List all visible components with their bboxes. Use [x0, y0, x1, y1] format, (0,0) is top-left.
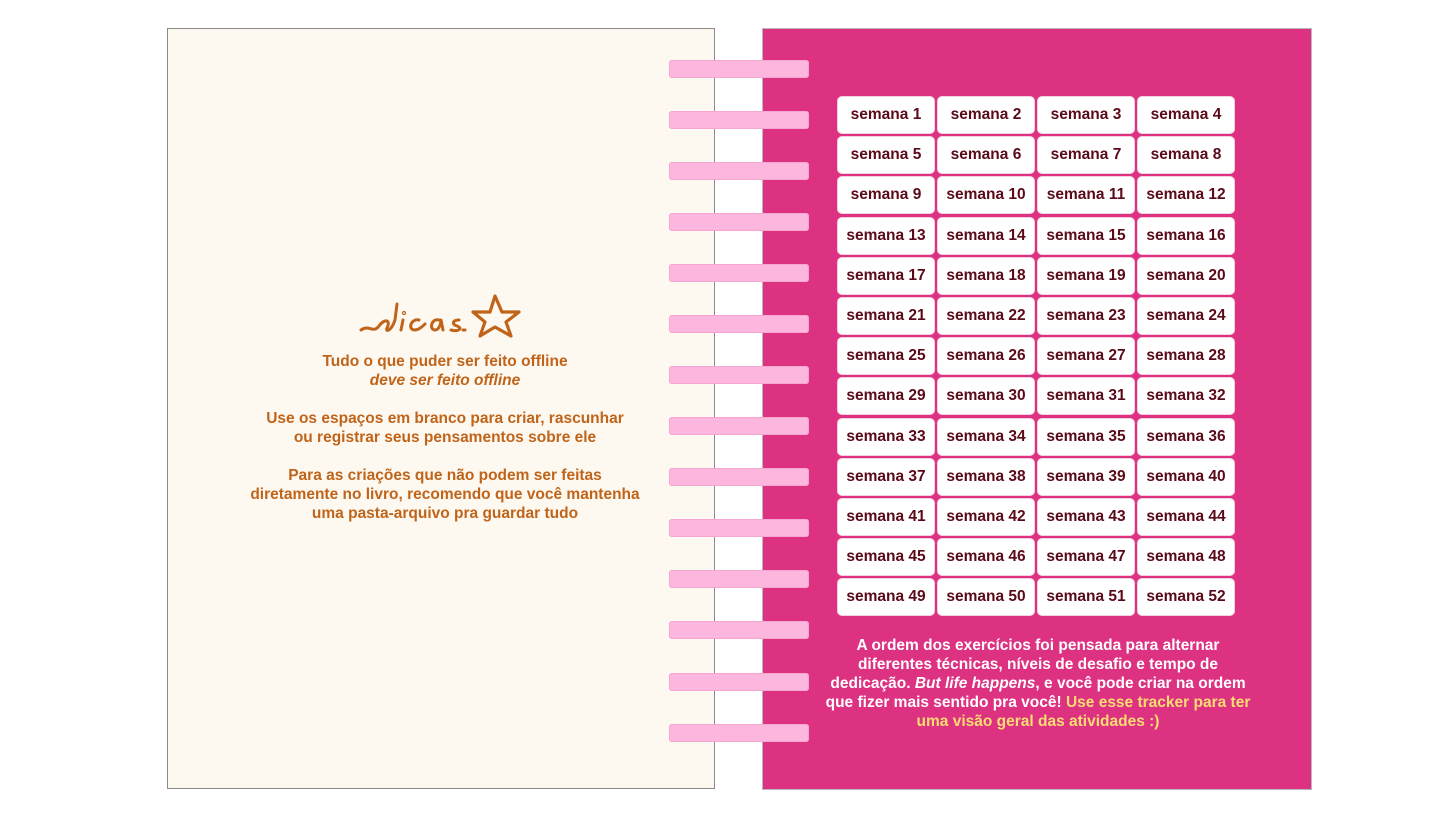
spiral-ring: [669, 570, 809, 588]
week-checkbox[interactable]: semana 28: [1138, 338, 1234, 374]
dicas-logo: [230, 290, 660, 340]
spiral-ring: [669, 315, 809, 333]
week-checkbox[interactable]: semana 51: [1038, 579, 1134, 615]
week-checkbox[interactable]: semana 42: [938, 499, 1034, 535]
week-checkbox[interactable]: semana 18: [938, 258, 1034, 294]
week-checkbox[interactable]: semana 49: [838, 579, 934, 615]
week-checkbox[interactable]: semana 32: [1138, 378, 1234, 414]
spiral-ring: [669, 60, 809, 78]
week-checkbox[interactable]: semana 11: [1038, 177, 1134, 213]
week-checkbox[interactable]: semana 50: [938, 579, 1034, 615]
week-checkbox[interactable]: semana 23: [1038, 298, 1134, 334]
week-checkbox[interactable]: semana 8: [1138, 137, 1234, 173]
week-checkbox[interactable]: semana 7: [1038, 137, 1134, 173]
week-checkbox[interactable]: semana 30: [938, 378, 1034, 414]
week-checkbox[interactable]: semana 19: [1038, 258, 1134, 294]
week-checkbox[interactable]: semana 5: [838, 137, 934, 173]
week-checkbox[interactable]: semana 36: [1138, 419, 1234, 455]
week-checkbox[interactable]: semana 17: [838, 258, 934, 294]
week-checkbox[interactable]: semana 31: [1038, 378, 1134, 414]
tracker-note: A ordem dos exercícios foi pensada para alternar diferentes técnicas, níveis de desafio e tempo de dedicação. But life happens, e você pode criar na ordem que fizer mais sentido pra você! Use esse tracker para ter uma visão geral das atividades :): [825, 637, 1251, 730]
week-checkbox[interactable]: semana 48: [1138, 539, 1234, 575]
week-checkbox[interactable]: semana 2: [938, 97, 1034, 133]
tip-archive-folder: Para as criações que não podem ser feitas diretamente no livro, recomendo que você mantenha uma pasta-arquivo pra guardar tudo: [250, 467, 640, 522]
spiral-ring: [669, 366, 809, 384]
week-checkbox[interactable]: semana 35: [1038, 419, 1134, 455]
week-checkbox[interactable]: semana 27: [1038, 338, 1134, 374]
tips-section: [230, 290, 660, 542]
spiral-ring: [669, 519, 809, 537]
week-checkbox[interactable]: semana 44: [1138, 499, 1234, 535]
spiral-ring: [669, 468, 809, 486]
week-checkbox[interactable]: semana 26: [938, 338, 1034, 374]
week-checkbox[interactable]: semana 38: [938, 459, 1034, 495]
week-checkbox[interactable]: semana 14: [938, 218, 1034, 254]
week-checkbox[interactable]: semana 34: [938, 419, 1034, 455]
week-tracker-grid: [838, 97, 1234, 615]
week-checkbox[interactable]: semana 47: [1038, 539, 1134, 575]
week-checkbox[interactable]: semana 24: [1138, 298, 1234, 334]
week-checkbox[interactable]: semana 10: [938, 177, 1034, 213]
star-icon: [473, 296, 519, 336]
spiral-ring: [669, 264, 809, 282]
week-checkbox[interactable]: semana 3: [1038, 97, 1134, 133]
week-checkbox[interactable]: semana 13: [838, 218, 934, 254]
spiral-ring: [669, 724, 809, 742]
week-checkbox[interactable]: semana 39: [1038, 459, 1134, 495]
week-checkbox[interactable]: semana 43: [1038, 499, 1134, 535]
dicas-wordmark: [355, 290, 535, 340]
week-checkbox[interactable]: semana 22: [938, 298, 1034, 334]
week-checkbox[interactable]: semana 4: [1138, 97, 1234, 133]
tip-offline: Tudo o que puder ser feito offline deve ser feito offline: [322, 353, 568, 389]
week-checkbox[interactable]: semana 33: [838, 419, 934, 455]
week-checkbox[interactable]: semana 6: [938, 137, 1034, 173]
week-checkbox[interactable]: semana 15: [1038, 218, 1134, 254]
week-checkbox[interactable]: semana 16: [1138, 218, 1234, 254]
week-checkbox[interactable]: semana 12: [1138, 177, 1234, 213]
tip-blank-spaces: Use os espaços em branco para criar, rascunhar ou registrar seus pensamentos sobre ele: [266, 410, 624, 446]
week-checkbox[interactable]: semana 37: [838, 459, 934, 495]
week-checkbox[interactable]: semana 40: [1138, 459, 1234, 495]
spiral-ring: [669, 162, 809, 180]
week-checkbox[interactable]: semana 41: [838, 499, 934, 535]
week-checkbox[interactable]: semana 21: [838, 298, 934, 334]
week-checkbox[interactable]: semana 25: [838, 338, 934, 374]
week-checkbox[interactable]: semana 52: [1138, 579, 1234, 615]
spiral-ring: [669, 417, 809, 435]
spiral-ring: [669, 213, 809, 231]
spiral-ring: [669, 111, 809, 129]
week-checkbox[interactable]: semana 29: [838, 378, 934, 414]
week-checkbox[interactable]: semana 45: [838, 539, 934, 575]
week-checkbox[interactable]: semana 9: [838, 177, 934, 213]
spiral-ring: [669, 673, 809, 691]
week-checkbox[interactable]: semana 20: [1138, 258, 1234, 294]
spiral-ring: [669, 621, 809, 639]
week-checkbox[interactable]: semana 1: [838, 97, 934, 133]
week-checkbox[interactable]: semana 46: [938, 539, 1034, 575]
